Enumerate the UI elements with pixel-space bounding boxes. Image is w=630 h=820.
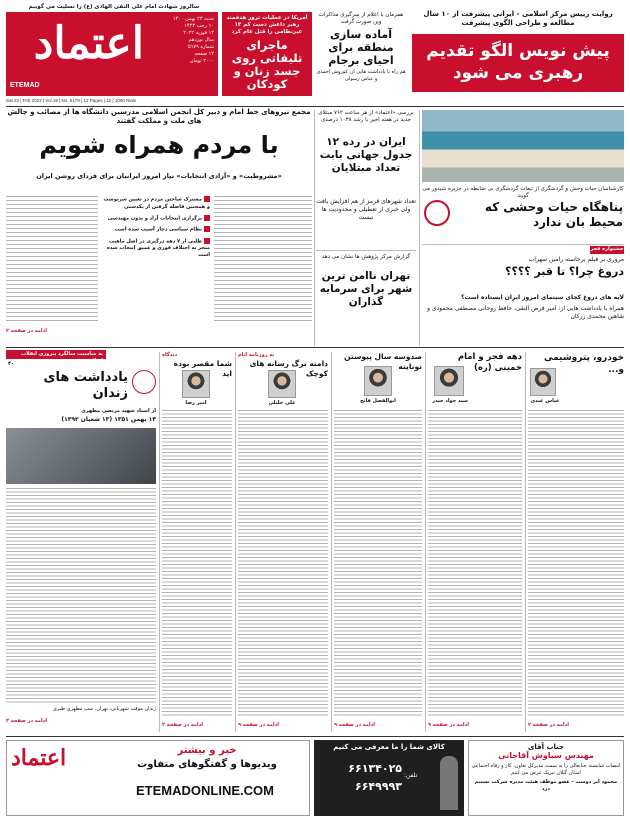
us-story-box	[222, 12, 312, 96]
beach-headline: پناهگاه حیات وحشی که محیط بان ندارد	[484, 200, 623, 229]
bullet-icon	[204, 238, 210, 244]
tehran-kicker: گزارش مرکز پژوهش ها نشان می دهد	[321, 254, 411, 260]
column-body	[528, 410, 624, 718]
beach-photo	[422, 110, 624, 182]
cinema-kicker: مروری بر فیلم برخاسته رامین سهراب	[528, 256, 624, 263]
tehran-headline: تهران ناامن ترین شهر برای سرمایه گذاران	[319, 270, 413, 308]
lead-bullet: طلبی از ۷ دهه درگیری در اصل ماهیت منجر به اختلاف فوری و عمیق انتخاب شده است	[106, 238, 210, 258]
cinema-headline: دروغ چرا؟ تا قبر ؟؟؟؟	[505, 265, 624, 278]
masthead-logo: اعتماد	[33, 18, 144, 69]
jcpoa-headline: آماده سازی منطقه برای احیای برجام	[328, 28, 394, 67]
column-headline: دهه فجر و امام خمینی (ره)	[457, 352, 522, 373]
column-continue[interactable]: ادامه در صفحه ۲	[162, 722, 203, 728]
divider-mid-1	[316, 250, 416, 251]
lead-bullet: مشترک ساختن مردم در تعیین سرنوشت و همچنین فاصله گرفتن از یکدستی	[103, 196, 210, 210]
page-count: ۱۲ صفحه	[194, 51, 214, 57]
column-body	[334, 410, 422, 718]
lead-continue[interactable]: ادامه در صفحه ۲	[6, 328, 47, 334]
lead-body-text	[6, 196, 98, 324]
column-continue[interactable]: ادامه در صفحه ۹	[334, 722, 375, 728]
us-story-kicker: آمریکا در عملیات ترور هدفمند رهبر داعش دست کم ۱۳ غیرنظامی را قتل عام کرد	[226, 15, 308, 35]
column-headline: شما مقصر بوده اید	[173, 359, 232, 378]
progress-story	[412, 10, 624, 100]
cinema-sub: لایه های دروغ کجای سینمای امروز ایران ایستاده است؟	[461, 294, 624, 301]
ad-phone-title: کالای شما را ما معرفی می کنیم	[333, 743, 445, 751]
year-line: سال نوزدهم	[188, 37, 214, 43]
person-icon	[440, 756, 458, 810]
ad-congrats-text: انتصاب شایسته جنابعالی را به سمت مدیرکل تعاون، کار و رفاه اجتماعی استان گیلان تبریک عرض می کنیم	[471, 763, 621, 776]
column-author: از استاد شهید مرتضی مطهری	[81, 408, 156, 414]
bullet-icon	[204, 196, 210, 202]
beach-kicker: کارشناسان حیات وحش و گردشگری از تبعات گردشگری بی ضابطه در جزیره شیدور می گویند	[422, 186, 624, 199]
divider-top	[6, 106, 624, 107]
masthead	[6, 12, 218, 96]
cinema-byline: همراه با یادداشت هایی از: امیر قرض النقی، حافظ روحانی مصطفی محمودی و شاهین محمدی زرکان	[427, 305, 624, 320]
divider-col-5	[525, 352, 526, 732]
column-body	[162, 410, 232, 718]
cleric-photo	[6, 428, 156, 484]
column-small-media	[238, 352, 328, 732]
column-body	[238, 410, 328, 718]
column-tag: به روزنامه ایام	[238, 352, 275, 358]
masthead-latin: ETEMAD	[10, 82, 40, 89]
author-photo	[530, 368, 556, 396]
divider-footer	[6, 736, 624, 737]
author-name: علی خلیلی	[268, 400, 296, 406]
column-footer: زندان موقت شهربانی، تهران، شب مطهری طیری	[52, 706, 156, 712]
author-photo	[268, 370, 296, 398]
covid-headline: ایران در رده ۱۲ جدول جهانی بابت تعداد مبتلایان	[319, 136, 413, 174]
column-headline: صدوسه سال پیوستن تونایته	[344, 352, 422, 371]
ad-congrats-name: مهندس سیاوش آقاجانی	[498, 751, 594, 760]
column-body	[6, 488, 156, 704]
column-dates: ۱۴ بهمن ۱۳۵۱ (۱۳ شعبان ۱۳۹۲)	[61, 416, 156, 423]
date-gregorian: ۱۲ فوریه ۲۰۲۲	[183, 30, 214, 36]
masthead-dates	[152, 16, 214, 65]
author-name: عباس عبدی	[530, 398, 560, 404]
ad-phone-1: ۶۶۱۳۴۰۲۵	[348, 762, 402, 775]
column-headline: یادداشت های زندان	[43, 370, 128, 401]
column-body	[428, 410, 522, 718]
column-prison-notes	[6, 370, 156, 732]
columns-bar-page: ۴۰	[8, 361, 15, 367]
progress-headline: پیش نویس الگو تقدیم رهبری می شود	[426, 41, 610, 83]
bullet-icon	[204, 215, 210, 221]
column-dahe-fajr	[428, 352, 522, 732]
lead-body-text-2	[214, 196, 312, 324]
wildlife-logo	[424, 200, 450, 226]
column-tag: دیدگاه	[162, 352, 178, 358]
author-name: سید جواد حیدر	[432, 398, 468, 404]
progress-kicker: روایت رییس مرکز اسلامی - ایرانی پیشرفت از ۱۰ سال مطالعه و طراحی الگوی پیشرفت	[423, 10, 613, 27]
column-headline: خودرو، پتروشیمی و...	[544, 353, 624, 375]
author-name: امیر رضا	[185, 400, 207, 406]
divider-v-2	[419, 110, 420, 346]
ad-congrats-sign: محمود ابر دوست - عضو موظف هیئت مدیره شرکت تسنیم دزد	[474, 779, 618, 792]
top-banner-line: سالروز شهادت امام علی النقی الهادی (ع) را تسلیت می گوییم	[28, 4, 200, 10]
progress-headline-box	[412, 34, 624, 92]
ad-etemad-online[interactable]	[6, 740, 310, 816]
ad-logo: اعتماد	[11, 745, 67, 771]
divider-col-3	[331, 352, 332, 732]
ad-phone-label: تلفن:	[404, 772, 418, 779]
covid-sub: تعداد شهرهای قرمز از هم افزایش یافت ولی خبری از تعطیلی و محدودیت ها نیست	[316, 198, 416, 221]
column-tonaite	[334, 352, 422, 732]
ad-congrats	[468, 740, 624, 816]
lead-subhead: «مشروطیت» و «آزادی انتخابات» نیاز امروز ایرانیان برای فردای روشن ایران	[36, 172, 282, 180]
ad-url[interactable]: ETEMADONLINE.COM	[136, 783, 274, 798]
ad-phone-2: ۶۶۴۹۹۹۳	[355, 780, 402, 793]
column-guilty	[162, 352, 232, 732]
divider-col-4	[425, 352, 426, 732]
jcpoa-story	[316, 12, 406, 98]
column-continue[interactable]: ادامه در صفحه ۲	[528, 722, 569, 728]
ad-congrats-title: جناب آقای	[527, 743, 565, 751]
ad-line-1: خبر و بیشتر	[177, 745, 237, 756]
masthead-latin-strip: Sat 23 | Feb 2022 | Vol.19 | No. 5179 | 12 Pages | 12 | 1000 Rials	[6, 98, 137, 103]
columns-bar-label: به مناسبت سالگرد پیروزی انقلاب اسلامی	[20, 351, 103, 364]
cinema-section-tag: جشنواره فجر	[590, 246, 624, 252]
divider-col-2	[235, 352, 236, 732]
issue-number: شماره ۵۱۷۹	[188, 44, 214, 50]
us-story-headline: ماجرای تلیفاتی روی جسد زنان و کودکان	[231, 38, 303, 91]
author-name: ابوالفضل فاتح	[360, 398, 396, 404]
author-photo	[364, 366, 392, 396]
lead-bullets	[102, 196, 210, 259]
bullet-icon	[204, 226, 210, 232]
stamp-icon	[132, 370, 156, 394]
jcpoa-byline: هم راه با یادداشت هایی از: کوروش احمدی و عباس رسولی	[316, 69, 406, 82]
jcpoa-kicker: همزمان با اعلام از سرگیری مذاکرات وین صورت گرفت	[318, 12, 404, 25]
divider-v-1	[314, 110, 315, 346]
date-hijri: ۱۰ رجب ۱۴۴۳	[184, 23, 214, 29]
column-headline: دامنه برگ رسانه های کوچک	[249, 359, 328, 378]
ad-phone[interactable]	[314, 740, 464, 816]
date-persian: شنبه ۲۳ بهمن ۱۴۰۰	[172, 16, 214, 22]
ad-line-2: ویدیوها و گفتگوهای متفاوت	[137, 759, 277, 770]
lead-kicker: مجمع نیروهای خط امام و دبیر کل انجمن اسلامی مدرسین دانشگاه ها از مصائب و چالش های ملت و مملکت گفتند	[7, 108, 311, 125]
lead-bullet: نظام سیاسی دچار آسیب شده است	[102, 226, 210, 234]
column-continue[interactable]: ادامه در صفحه ۹	[238, 722, 279, 728]
lead-bullet: برگزاری انتخابات آزاد و بدون مهندسی	[102, 215, 210, 223]
author-photo	[182, 370, 210, 398]
divider-col-1	[159, 352, 160, 732]
author-photo	[434, 366, 464, 396]
divider-columns-top	[6, 347, 624, 348]
lead-headline: با مردم همراه شویم	[39, 131, 279, 159]
column-continue[interactable]: ادامه در صفحه ۹	[428, 722, 469, 728]
price: ۲۰۰۰ تومان	[189, 58, 214, 64]
covid-kicker: بررسی «اعتماد» از هر ساعت ۷۶۲ مبتلای جدید در هفته اخیر با رشد ۱۰۳۸ درصدی	[318, 110, 414, 123]
divider-right-1	[422, 244, 624, 245]
column-continue[interactable]: ادامه در صفحه ۲	[6, 718, 47, 724]
column-khodro	[528, 352, 624, 732]
